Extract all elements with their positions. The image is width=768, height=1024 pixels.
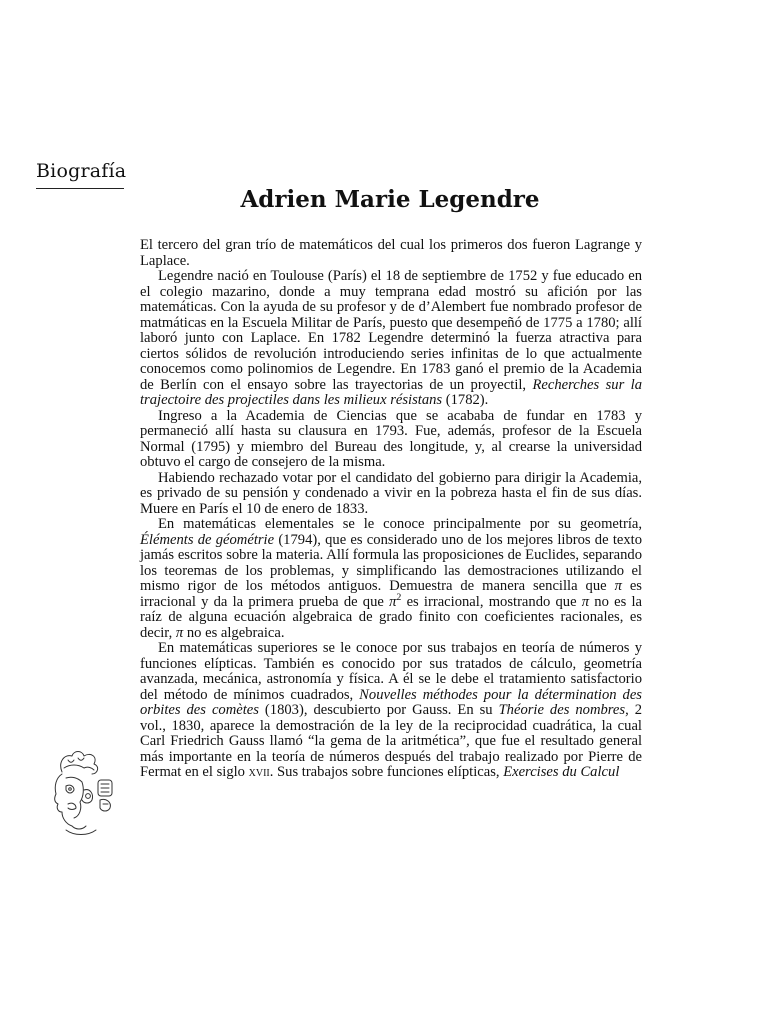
paragraph [140,269,642,409]
italic-text: π [614,578,622,594]
biography-text [140,238,642,781]
mayan-glyph-logo [48,748,122,840]
text-run: En matemáticas elementales se le conoce principalmente por su geometría, [158,516,642,532]
italic-text: π [581,593,590,610]
italic-text: Théorie des nombres [498,702,626,718]
text-run: Legendre nació en Toulouse (París) el 18 de septiembre de 1752 y fue educado en el colegio mazarino, donde a muy temprana edad mostró su afición por las matemáticas. Con la ayuda de su profesor y de d’Alembert fue nombrado profesor de matmáticas en la Escuela Militar de París, puesto que desempeñó de 1775 a 1780; allí laboró junto con Laplace. En 1782 Legendre determinó la fuerza atractiva para ciertos sólidos de revolución introduciendo series infinitas de lo que actualmente conocemos como polinomios de Legendre. En 1783 ganó el premio de la Academia de Berlín con el ensayo sobre las trayectorias de un proyectil, [140,268,642,393]
italic-text: Éléments de géométrie [140,531,275,548]
text-run: En matemáticas superiores se le conoce por sus trabajos en teoría de números y funciones elípticas. También es conocido por sus tratados de cálculo, geometría avanzada, mecánica, astronomía y física. A él se le debe el tratamiento satisfactorio del método de mínimos cuadrados, [140,640,642,703]
italic-text: Nouvelles méthodes pour la détermination des orbites des comètes [140,686,642,718]
superscript: 2 [396,591,402,603]
text-run: Ingreso a la Academia de Ciencias que se acababa de fundar en 1783 y permaneció allí hasta su clausura en 1793. Fue, además, profesor de la Escuela Normal (1795) y miembro del Bureau des longitude, y, al crearse la universidad obtuvo el cargo de consejero de la misma. [140,407,642,470]
text-run: El tercero del gran trío de matemáticos del cual los primeros dos fueron Lagrange y Laplace. [140,237,642,269]
text-run: es irracional, mostrando que [401,593,582,610]
text-run: . Sus trabajos sobre funciones elípticas, [269,764,504,780]
text-run: (1794), que es considerado uno de los mejores libros de texto jamás escritos sobre la materia. Allí formula las proposiciones de Euclides, separando los teoremas de los problemas, y simplificando las demostraciones utilizando el mismo rigor de los métodos antiguos. Demuestra de manera sencilla que [140,531,642,594]
section-label: Biografía [36,160,127,182]
section-underline [36,188,124,189]
paragraph [140,471,642,518]
italic-text: π [175,624,184,641]
italic-text: π [389,593,397,610]
paragraph [140,409,642,471]
text-run: (1803), descubierto por Gauss. En su [258,702,499,718]
italic-text: Recherches sur la trajectoire des projectiles dans les milieux résistans [140,376,642,408]
text-run: no es la raíz de alguna ecuación algebraica de grado finito con coeficientes racionales, es decir, [140,593,642,641]
text-run: (1782). [442,392,489,408]
text-run: , 2 vol., 1830, aparece la demostración de la ley de la reciprocidad cuadrática, la cual Carl Friedrich Gauss llamó “la gema de la aritmética”, que fue el resultado general más importante en la teoría de números después del trabajo realizado por Pierre de Fermat en el siglo [140,702,643,780]
text-run: es irracional y da la primera prueba de que [140,578,642,610]
paragraph [140,641,642,781]
text-run: Habiendo rechazado votar por el candidato del gobierno para dirigir la Academia, es privado de su pensión y condenado a vivir en la pobreza hasta el fin de sus días. Muere en París el 10 de enero de 1833. [140,469,642,517]
italic-text: Exercises du Calcul [503,764,620,780]
paragraph [140,517,642,641]
text-run: no es algebraica. [183,624,285,641]
text-run: xvii [248,764,270,780]
page-title: Adrien Marie Legendre [240,186,540,213]
paragraph [140,238,642,269]
